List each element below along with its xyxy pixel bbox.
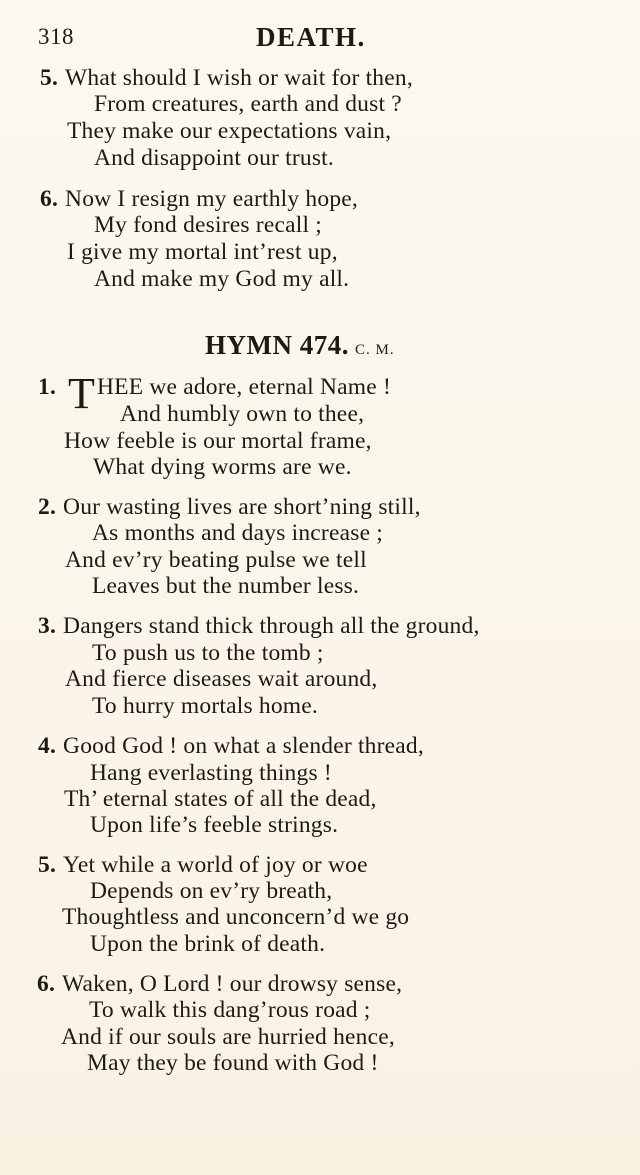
stanza-line: My fond desires recall ; [94, 212, 322, 238]
stanza-line: From creatures, earth and dust ? [94, 91, 402, 117]
stanza-line: I give my mortal int’rest up, [67, 239, 338, 265]
stanza-number: 5. [38, 852, 57, 878]
stanza-line: To hurry mortals home. [92, 693, 318, 719]
drop-cap: T [68, 369, 95, 418]
stanza-number: 2. [38, 494, 57, 520]
stanza-line: As months and days increase ; [92, 520, 384, 546]
stanza-line: Upon the brink of death. [90, 931, 326, 957]
stanza-line: Th’ eternal states of all the dead, [64, 786, 377, 812]
stanza-line: May they be found with God ! [87, 1050, 379, 1076]
stanza-line: They make our expectations vain, [67, 118, 392, 144]
stanza-line: And fierce diseases wait around, [65, 666, 378, 692]
page-header [38, 22, 598, 56]
stanza-line: 2. Our wasting lives are short’ning still, [38, 494, 421, 520]
stanza-number: 3. [38, 613, 57, 639]
stanza-line: And disappoint our trust. [94, 145, 334, 171]
stanza-line: 5. What should I wish or wait for then, [40, 65, 413, 91]
stanza-line: And ev’ry beating pulse we tell [65, 547, 367, 573]
hymn-title: HYMN 474. C. M. [205, 330, 395, 360]
hymn-meter: C. M. [354, 342, 395, 358]
stanza-line: 6. Waken, O Lord ! our drowsy sense, [37, 971, 403, 997]
stanza-line: HEE we adore, eternal Name ! [97, 374, 391, 400]
stanza-number: 4. [38, 733, 57, 759]
stanza-line: 3. Dangers stand thick through all the ground, [38, 613, 480, 639]
stanza-line: What dying worms are we. [93, 454, 352, 480]
stanza-line: And if our souls are hurried hence, [61, 1024, 395, 1050]
stanza-line: Leaves but the number less. [92, 573, 360, 599]
stanza-line: 4. Good God ! on what a slender thread, [38, 733, 424, 759]
stanza-line: Thoughtless and unconcern’d we go [62, 904, 410, 930]
stanza-line: Depends on ev’ry breath, [90, 878, 333, 904]
stanza-number: 5. [40, 65, 59, 91]
stanza-line: Upon life’s feeble strings. [90, 812, 339, 838]
stanza-line: 6. Now I resign my earthly hope, [40, 186, 358, 212]
stanza-line: And make my God my all. [94, 266, 350, 292]
stanza-line: And humbly own to thee, [120, 401, 365, 427]
stanza-line: To push us to the tomb ; [92, 640, 324, 666]
stanza-number: 6. [37, 971, 56, 997]
running-head: DEATH. [256, 22, 366, 52]
stanza-line: Hang everlasting things ! [90, 760, 332, 786]
stanza-line: To walk this dang’rous road ; [89, 997, 371, 1023]
stanza-line: How feeble is our mortal frame, [64, 428, 372, 454]
stanza-number: 1. [38, 374, 57, 400]
stanza-line: 5. Yet while a world of joy or woe [38, 852, 368, 878]
stanza-number: 6. [40, 186, 59, 212]
page-number: 318 [38, 24, 74, 49]
